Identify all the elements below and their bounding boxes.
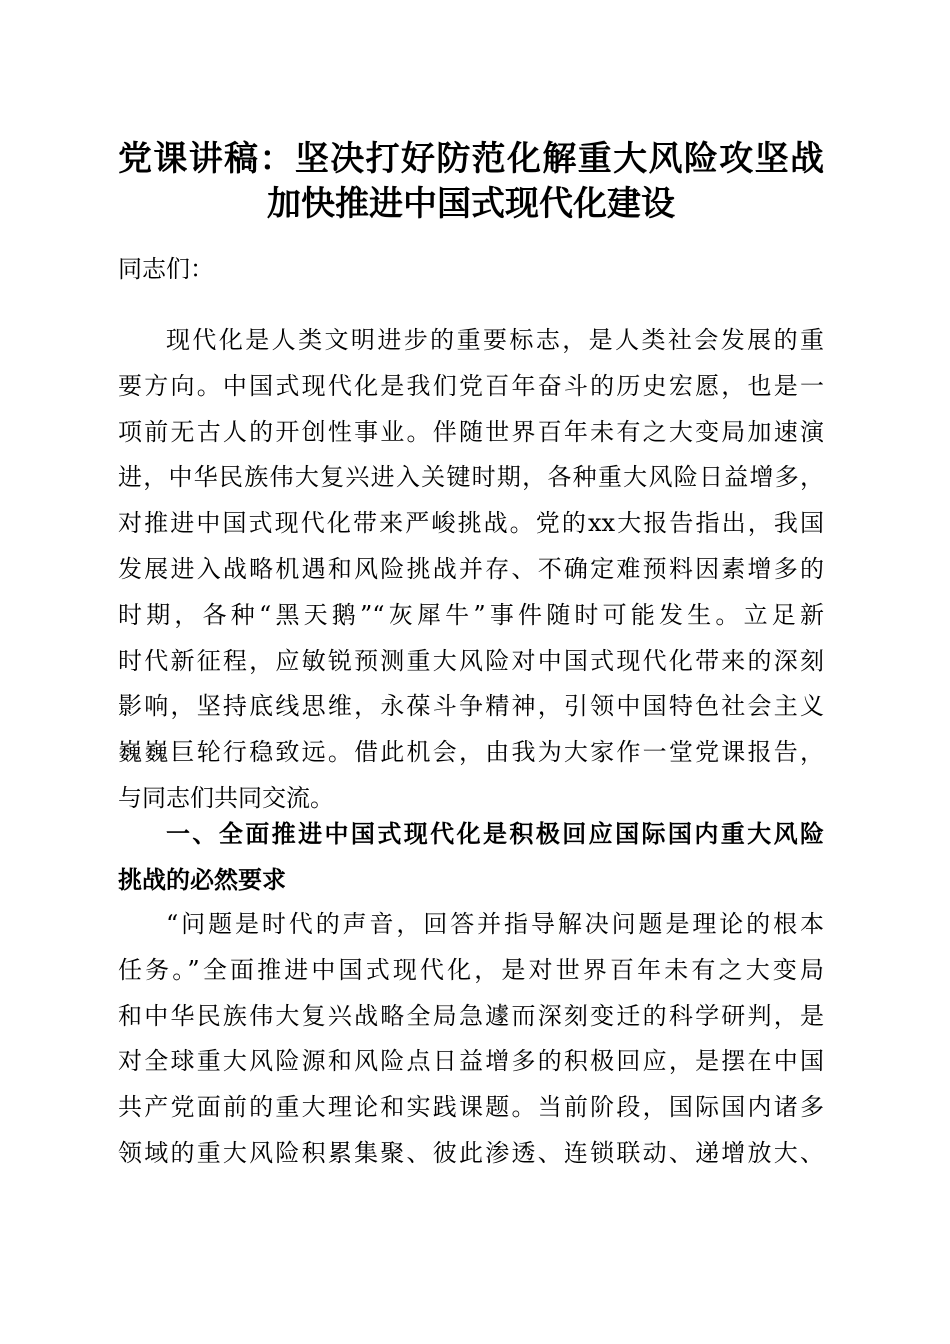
paragraph-line: 和中华民族伟大复兴战略全局急遽而深刻变迁的科学研判，是	[118, 1001, 824, 1030]
paragraph-1	[118, 318, 824, 822]
document-title	[118, 137, 824, 227]
paragraph-2	[118, 902, 824, 1177]
paragraph-line: 发展进入战略机遇和风险挑战并存、不确定难预料因素增多的	[118, 554, 824, 583]
paragraph-line: “问题是时代的声音，回答并指导解决问题是理论的根本	[166, 910, 824, 938]
paragraph-line: 项前无古人的开创性事业。伴随世界百年未有之大变局加速演	[118, 417, 824, 446]
section-heading-1	[118, 811, 824, 903]
heading-line: 一、全面推进中国式现代化是积极回应国际国内重大风险	[166, 819, 824, 848]
paragraph-line: 进，中华民族伟大复兴进入关键时期，各种重大风险日益增多，	[118, 463, 824, 492]
paragraph-line: 影响，坚持底线思维，永葆斗争精神，引领中国特色社会主义	[118, 692, 824, 721]
title-line: 党课讲稿：坚决打好防范化解重大风险攻坚战	[118, 139, 824, 179]
heading-line: 挑战的必然要求	[118, 864, 286, 894]
paragraph-line: 现代化是人类文明进步的重要标志，是人类社会发展的重	[166, 326, 824, 354]
greeting-block	[118, 247, 824, 293]
paragraph-line: 时期，各种“黑天鹅”“灰犀牛”事件随时可能发生。立足新	[118, 600, 824, 629]
paragraph-line: 共产党面前的重大理论和实践课题。当前阶段，国际国内诸多	[118, 1093, 824, 1122]
title-line: 加快推进中国式现代化建设	[267, 184, 675, 224]
paragraph-line: 任务。”全面推进中国式现代化，是对世界百年未有之大变局	[118, 955, 824, 984]
paragraph-line: 要方向。中国式现代化是我们党百年奋斗的历史宏愿，也是一	[118, 371, 824, 400]
paragraph-line: 对全球重大风险源和风险点日益增多的积极回应，是摆在中国	[118, 1047, 824, 1076]
paragraph-line: 巍巍巨轮行稳致远。借此机会，由我为大家作一堂党课报告，	[118, 738, 824, 767]
paragraph-line: 对推进中国式现代化带来严峻挑战。党的xx大报告指出，我国	[118, 509, 824, 538]
greeting: 同志们：	[118, 255, 214, 283]
paragraph-line: 时代新征程，应敏锐预测重大风险对中国式现代化带来的深刻	[118, 646, 824, 675]
paragraph-line: 与同志们共同交流。	[118, 783, 334, 812]
paragraph-line: 领域的重大风险积累集聚、彼此渗透、连锁联动、递增放大、	[118, 1138, 824, 1167]
